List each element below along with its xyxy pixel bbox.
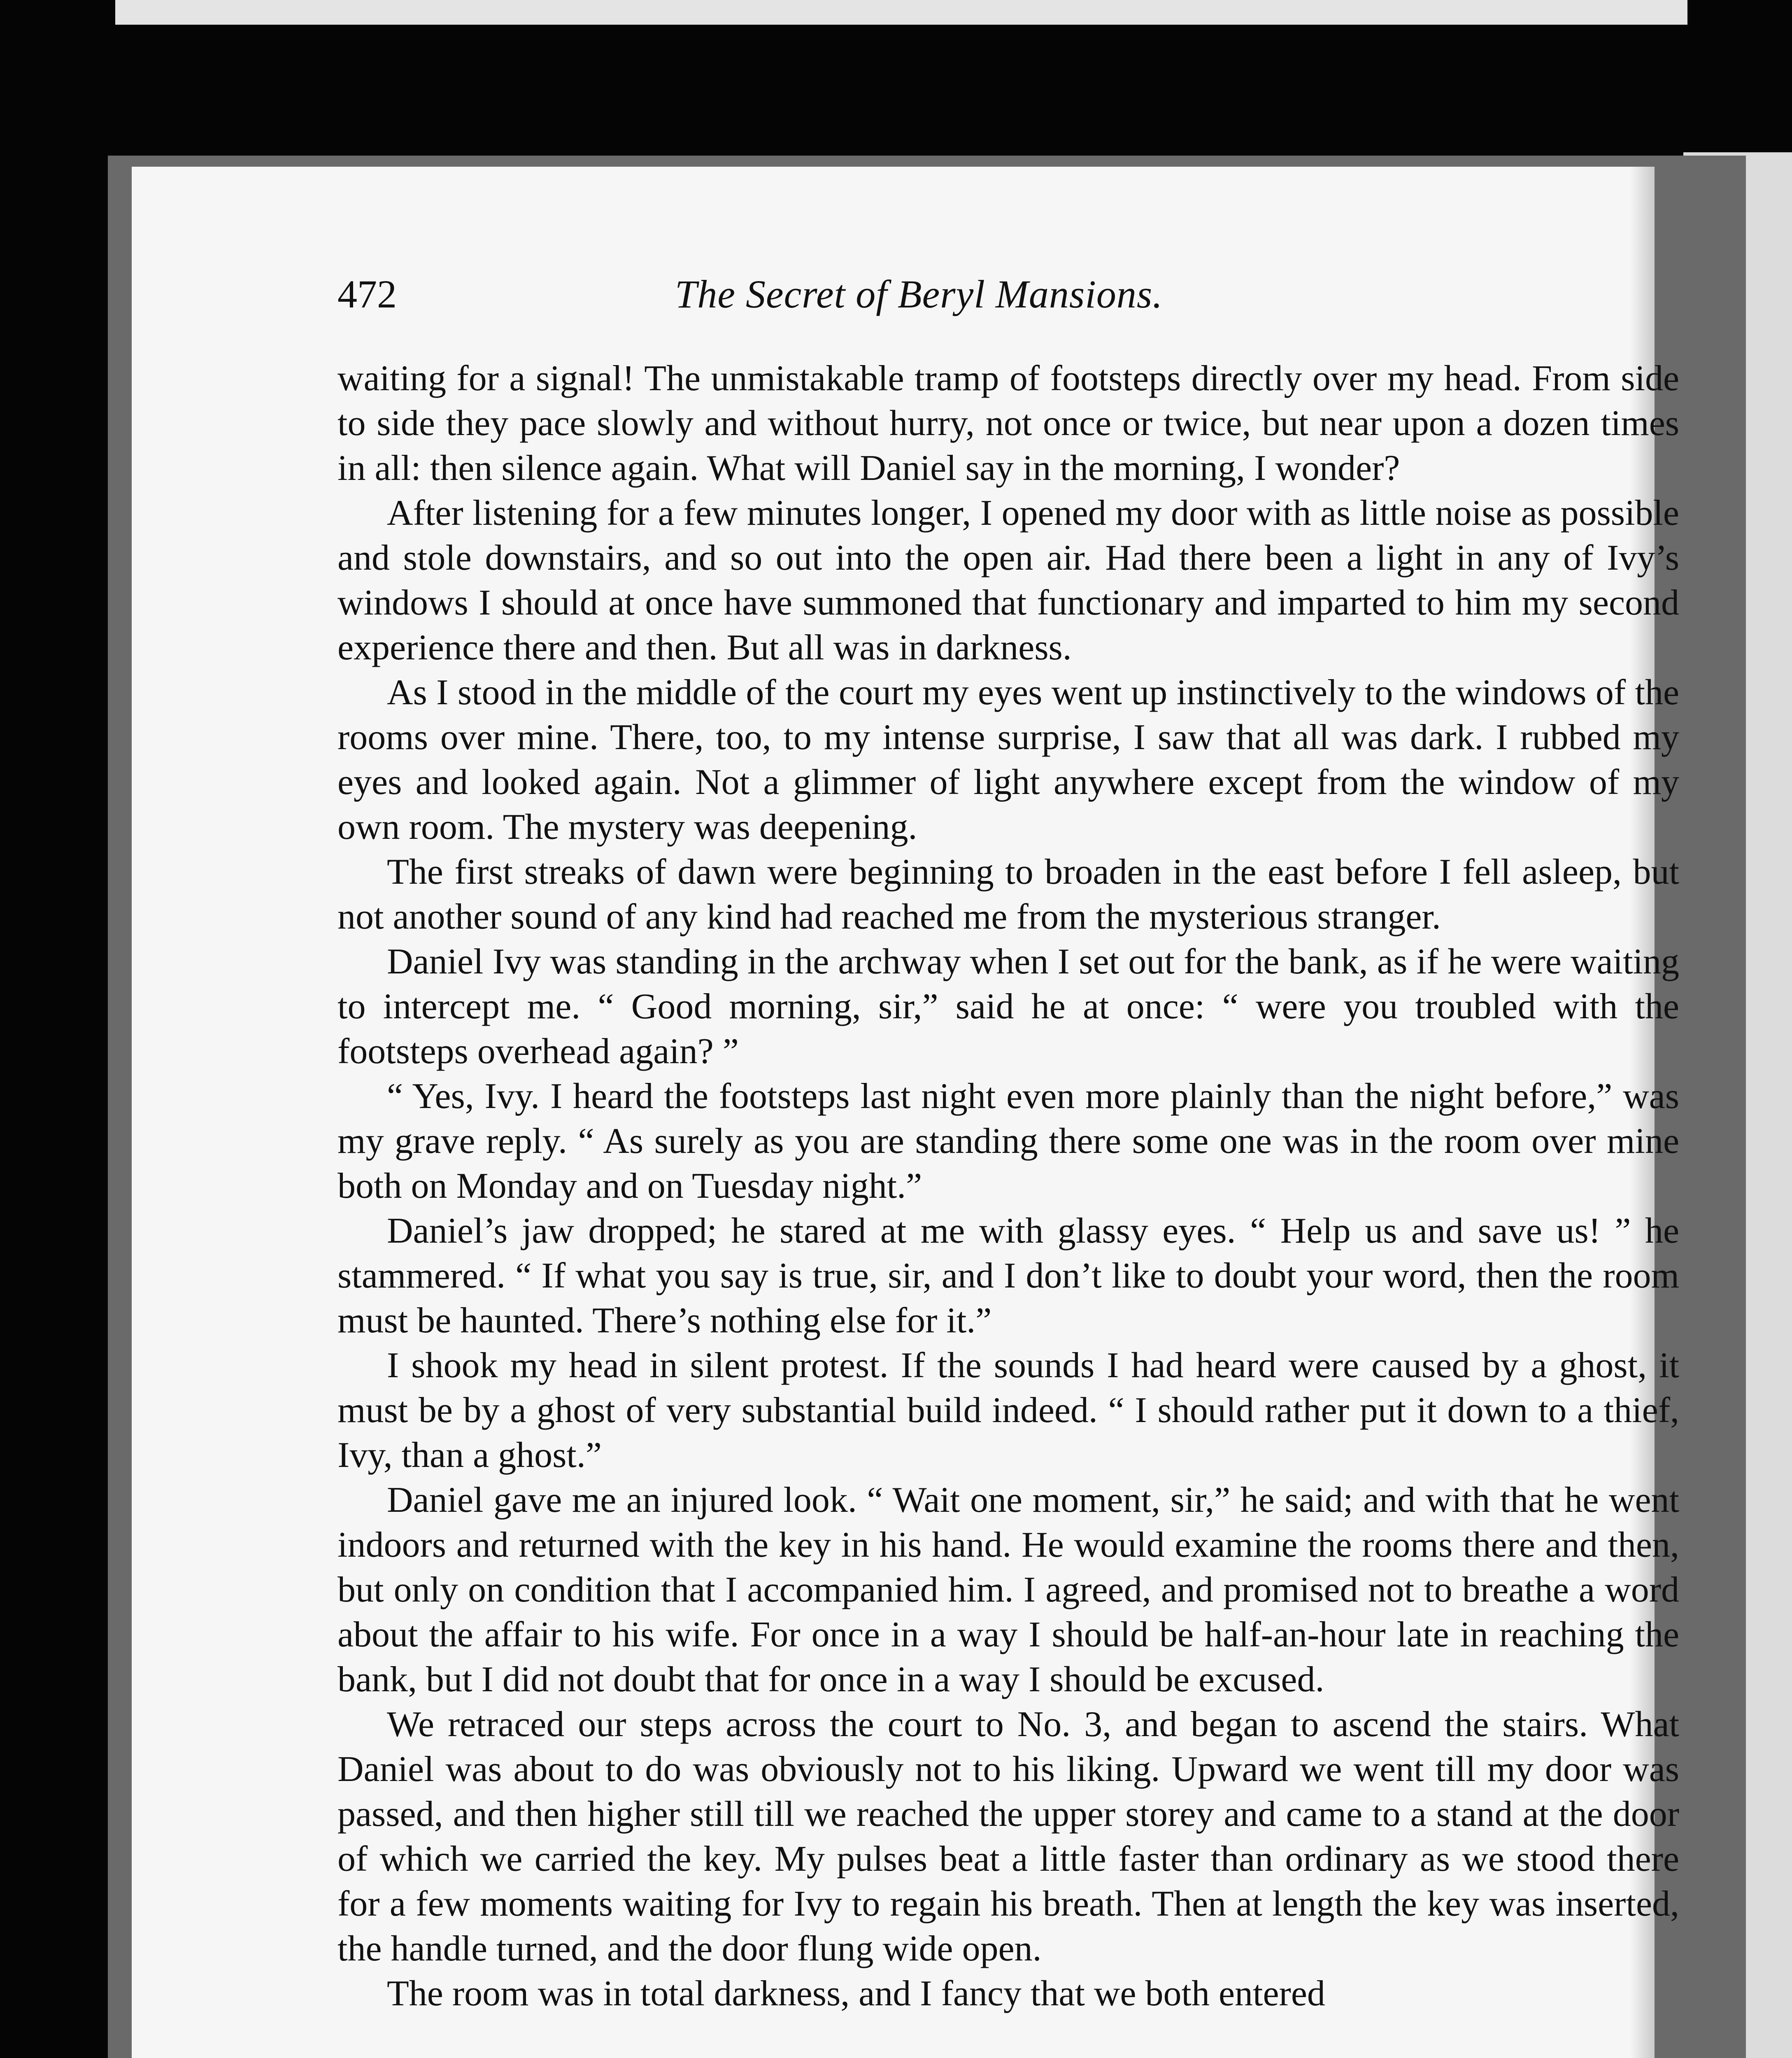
book-page	[132, 167, 1679, 2058]
paragraph: As I stood in the middle of the court my eyes went up instinctively to the windows of the rooms over mine. There, too, to my intense surprise, I saw that all was dark. I rubbed my eyes and looked again. Not a glimmer of light anywhere except from the window of my own room. The mystery was deepening.	[337, 673, 1679, 847]
body-text	[337, 356, 1679, 2016]
paragraph: After listening for a few minutes longer, I opened my door with as little noise as possible and stole downstairs, and so out into the open air. Had there been a light in any of Ivy’s windows I should at once have summoned that functionary and imparted to him my second experience there and then. But all was in darkness.	[337, 493, 1679, 668]
previous-page-edge	[115, 0, 1687, 25]
paragraph: Daniel gave me an injured look. “ Wait one moment, sir,” he said; and with that he went indoors and returned with the key in his hand. He would examine the rooms there and then, but only on condition that I accompanied him. I agreed, and promised not to breathe a word about the affair to his wife. For once in a way I should be half-an-hour late in reaching the bank, but I did not doubt that for once in a way I should be excused.	[337, 1480, 1679, 1699]
paragraph: We retraced our steps across the court to No. 3, and began to ascend the stairs. What Daniel was about to do was obviously not to his liking. Upward we went till my door was passed, and then higher still till we reached the upper storey and came to a stand at the door of which we carried the key. My pulses beat a little faster than ordinary as we stood there for a few moments waiting for Ivy to regain his breath. Then at length the key was inserted, the handle turned, and the door flung wide open.	[337, 1704, 1679, 1969]
paragraph: The room was in total darkness, and I fancy that we both entered	[387, 1974, 1325, 2014]
paragraph: I shook my head in silent protest. If the sounds I had heard were caused by a ghost, it must be by a ghost of very substantial build indeed. “ I should rather put it down to a thief, Ivy, than a ghost.”	[337, 1346, 1679, 1475]
paragraph: “ Yes, Ivy. I heard the footsteps last night even more plainly than the night before,” was my grave reply. “ As surely as you are standing there some one was in the room over mine both on Monday and on Tuesday night.”	[337, 1076, 1679, 1206]
paragraph: Daniel Ivy was standing in the archway when I set out for the bank, as if he were waiting to intercept me. “ Good morning, sir,” said he at once: “ were you troubled with the footsteps overhead again? ”	[337, 942, 1679, 1071]
running-title: The Secret of Beryl Mansions.	[675, 272, 1163, 316]
paragraph: waiting for a signal! The unmistakable tramp of footsteps directly over my head. From side to side they pace slowly and without hurry, not once or twice, but near upon a dozen times in all: then silence again. What will Daniel say in the morning, I wonder?	[337, 359, 1679, 488]
running-head	[337, 265, 1696, 323]
paragraph: The first streaks of dawn were beginning to broaden in the east before I fell asleep, but not another sound of any kind had reached me from the mysterious stranger.	[337, 852, 1679, 937]
page-number: 472	[337, 272, 397, 316]
paragraph: Daniel’s jaw dropped; he stared at me with glassy eyes. “ Help us and save us! ” he stammered. “ If what you say is true, sir, and I don’t like to doubt your word, then the room must be haunted. There’s nothing else for it.”	[337, 1211, 1679, 1341]
